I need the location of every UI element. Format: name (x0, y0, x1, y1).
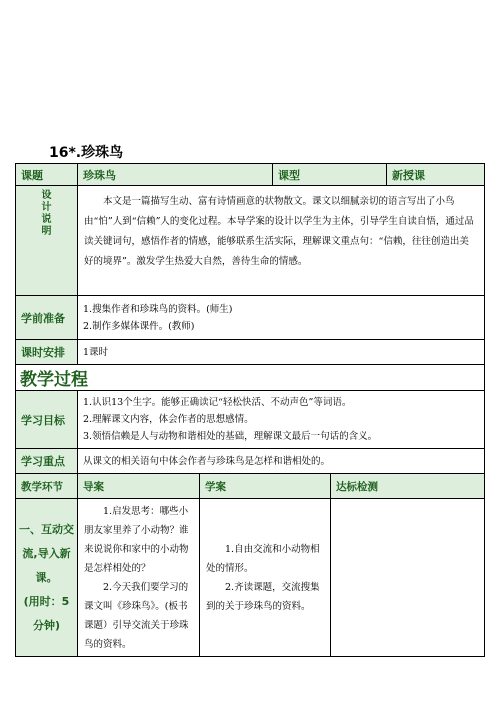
focus-row (16, 449, 485, 474)
stage1-learn (200, 499, 331, 657)
design-label-char: 说 (41, 214, 52, 225)
stage1-guide-item: 2.今天我们要学习的课文叫《珍珠鸟》。(板书课题）引导交流关于珍珠鸟的资料。 (84, 582, 189, 650)
lesson-plan-table (15, 163, 485, 657)
goals-label: 学习目标 (16, 391, 78, 449)
preparation-item: 2.制作多媒体课件。(教师) (83, 320, 195, 332)
schedule-value: 1课时 (78, 340, 485, 365)
preparation-row (16, 296, 485, 340)
type-label: 课型 (273, 164, 387, 186)
goals-list (78, 391, 485, 449)
stage1-time: 分钟) (32, 618, 61, 632)
guide-column-header: 导案 (78, 474, 200, 499)
type-value: 新授课 (387, 164, 485, 186)
stage1-name-line: 流,导入新 (22, 546, 71, 560)
topic-label: 课题 (16, 164, 78, 186)
stage1-learn-item: 1.自由交流和小动物相处的情形。 (206, 544, 320, 574)
stage1-name (16, 499, 78, 657)
focus-value: 从课文的相关语句中体会作者与珍珠鸟是怎样和谐相处的。 (78, 449, 485, 474)
learn-column-header: 学案 (200, 474, 331, 499)
check-column-header: 达标检测 (331, 474, 485, 499)
stage1-name-line: 课。 (35, 570, 58, 584)
design-label (16, 186, 78, 296)
stage1-row (16, 499, 485, 657)
preparation-item: 1.搜集作者和珍珠鸟的资料。(师生) (83, 303, 233, 315)
design-label-char: 设 (41, 190, 52, 201)
stage1-check (331, 499, 485, 657)
design-label-char: 明 (41, 226, 52, 237)
preparation-list (78, 296, 485, 340)
header-row (16, 164, 485, 186)
schedule-row (16, 340, 485, 365)
column-header-row (16, 474, 485, 499)
goal-item: 2.理解课文内容，体会作者的思想感情。 (83, 414, 254, 425)
stage1-guide-item: 1.启发思考：哪些小朋友家里养了小动物？谁来说说你和家中的小动物是怎样相处的？ (84, 506, 189, 574)
stage1-name-line: 一、互动交 (19, 522, 74, 536)
process-heading: 教学过程 (16, 365, 485, 391)
lesson-title: 16*.珍珠鸟 (49, 145, 124, 161)
goal-item: 1.认识13个生字。能够正确读记“轻松快活、不动声色”等词语。 (83, 397, 352, 408)
preparation-label: 学前准备 (16, 296, 78, 340)
process-heading-row (16, 365, 485, 391)
stage-column-header: 教学环节 (16, 474, 78, 499)
stage1-learn-item: 2.齐读课题，交流搜集到的关于珍珠鸟的资料。 (206, 582, 320, 612)
design-row (16, 186, 485, 296)
design-label-char: 计 (41, 202, 52, 213)
topic-value: 珍珠鸟 (78, 164, 273, 186)
focus-label: 学习重点 (16, 449, 78, 474)
schedule-label: 课时安排 (16, 340, 78, 365)
stage1-guide (78, 499, 200, 657)
goal-item: 3.领悟信赖是人与动物和谐相处的基础，理解课文最后一句话的含义。 (83, 431, 378, 442)
goals-row (16, 391, 485, 449)
stage1-time: (用时：5 (23, 594, 70, 608)
design-description: 本文是一篇描写生动、富有诗情画意的状物散文。课文以细腻亲切的语言写出了小鸟由“怕”人到“信赖”人的变化过程。本导学案的设计以学生为主体，引导学生自读自悟，通过品读关键词句，感悟作者的情感，能够联系生活实际，理解课文重点句：“信赖，往往创造出美好的境界”。激发学生热爱大自然，善待生命的情感。 (78, 186, 485, 296)
